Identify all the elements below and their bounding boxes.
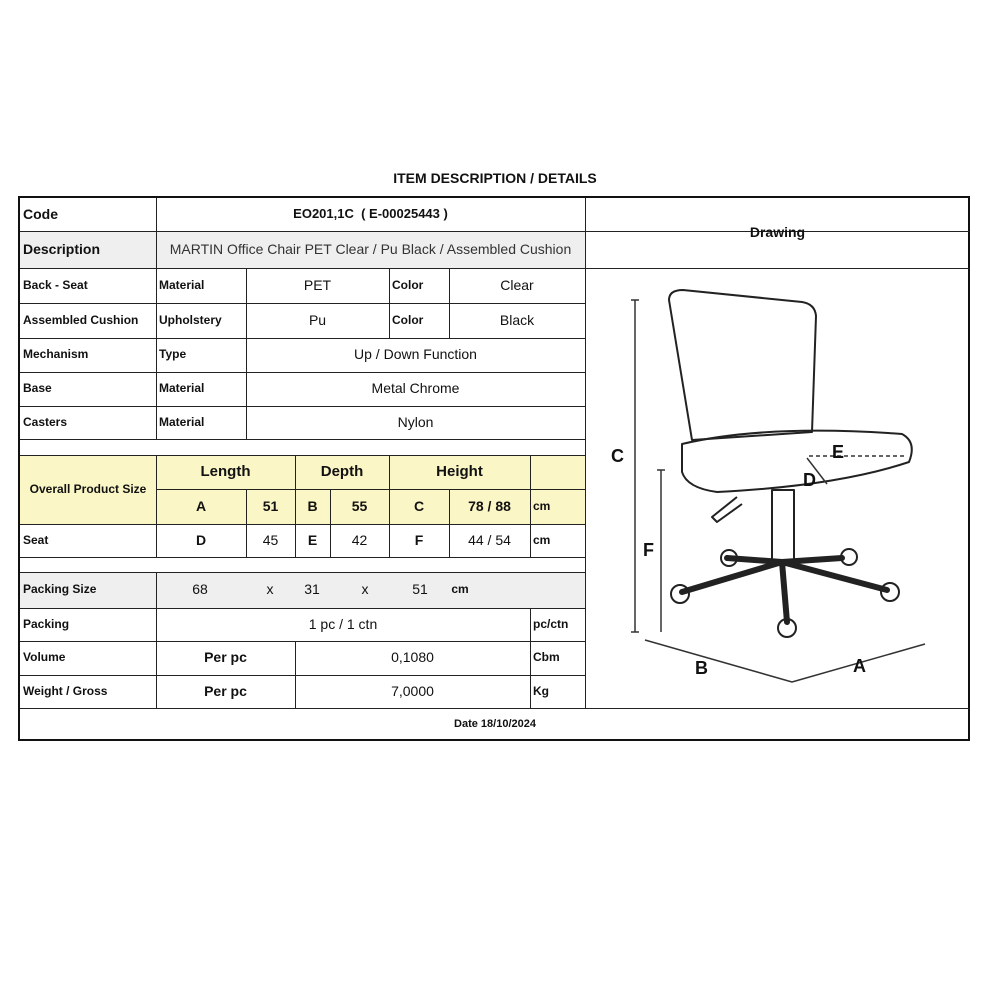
chair-drawing <box>587 272 972 712</box>
seat-unit: cm <box>533 532 551 547</box>
description-value: MARTIN Office Chair PET Clear / Pu Black / Assembled Cushion <box>169 240 572 257</box>
volume-label: Volume <box>23 650 66 665</box>
dim-b-value: 55 <box>351 497 368 514</box>
mechanism-label: Mechanism <box>23 347 89 362</box>
weight-per: Per pc <box>204 682 247 699</box>
dim-line-b <box>645 640 792 682</box>
back-seat-color-label: Color <box>392 277 424 292</box>
lever <box>712 497 742 522</box>
casters-field: Material <box>159 414 205 429</box>
dim-b-letter: B <box>307 497 318 514</box>
description-label: Description <box>23 240 101 257</box>
depth-header: Depth <box>320 462 364 480</box>
height-header: Height <box>436 462 483 480</box>
casters-label: Casters <box>23 414 68 429</box>
dim-a-letter: A <box>195 497 207 514</box>
packing-size-label: Packing Size <box>23 582 97 597</box>
packing-length: 68 <box>192 581 208 598</box>
packing-label: Packing <box>23 616 70 631</box>
label-f: F <box>643 540 654 560</box>
packing-x2: x <box>361 581 369 598</box>
cushion-color-label: Color <box>392 312 424 327</box>
seat-label: Seat <box>23 532 49 547</box>
drawing-label: Drawing <box>749 224 806 241</box>
base-label: Base <box>23 381 52 396</box>
label-d: D <box>803 470 816 490</box>
gas-column <box>772 490 794 562</box>
cushion-field: Upholstery <box>159 312 222 327</box>
packing-size-unit: cm <box>451 582 469 597</box>
dim-c-letter: C <box>413 497 425 514</box>
spec-sheet <box>18 196 970 741</box>
label-a: A <box>853 656 866 676</box>
packing-height: 51 <box>412 581 428 598</box>
document-title: ITEM DESCRIPTION / DETAILS <box>393 170 597 186</box>
code-label: Code <box>23 205 58 222</box>
back-seat-label: Back - Seat <box>23 277 88 292</box>
back-seat-field: Material <box>159 277 205 292</box>
cushion-color: Black <box>499 311 535 328</box>
dim-f-value: 44 / 54 <box>468 531 511 548</box>
cushion-upholstery: Pu <box>308 311 327 328</box>
length-header: Length <box>200 462 251 480</box>
dim-e-letter: E <box>307 531 318 548</box>
weight-value: 7,0000 <box>391 682 434 699</box>
base-star <box>682 558 887 622</box>
weight-label: Weight / Gross <box>23 683 108 698</box>
dim-d-value: 45 <box>262 531 279 548</box>
dim-d-letter: D <box>195 531 207 548</box>
weight-unit: Kg <box>533 683 549 698</box>
volume-value: 0,1080 <box>391 649 434 666</box>
dim-e-value: 42 <box>351 531 368 548</box>
volume-per: Per pc <box>204 649 247 666</box>
label-c: C <box>611 446 624 466</box>
packing-width: 31 <box>304 581 320 598</box>
overall-size-label: Overall Product Size <box>29 481 147 496</box>
base-value: Metal Chrome <box>371 380 460 397</box>
casters-value: Nylon <box>397 413 434 430</box>
label-b: B <box>695 658 708 678</box>
backrest-shape <box>669 290 816 440</box>
back-seat-material: PET <box>303 276 332 293</box>
dim-a-value: 51 <box>262 497 279 514</box>
dim-f-letter: F <box>414 531 424 548</box>
packing-unit: pc/ctn <box>533 616 569 631</box>
packing-value: 1 pc / 1 ctn <box>308 615 378 632</box>
mechanism-value: Up / Down Function <box>354 346 477 363</box>
date: Date 18/10/2024 <box>454 718 536 731</box>
seat-shape <box>682 431 912 492</box>
back-seat-color: Clear <box>500 276 534 293</box>
code-value: EO201,1C ( E-00025443 ) <box>293 206 448 222</box>
mechanism-field: Type <box>159 347 187 362</box>
packing-x1: x <box>266 581 274 598</box>
label-e: E <box>832 442 845 462</box>
dim-c-value: 78 / 88 <box>468 497 511 514</box>
cushion-label: Assembled Cushion <box>23 312 139 327</box>
volume-unit: Cbm <box>533 650 560 665</box>
overall-unit: cm <box>533 498 551 513</box>
base-field: Material <box>159 381 205 396</box>
